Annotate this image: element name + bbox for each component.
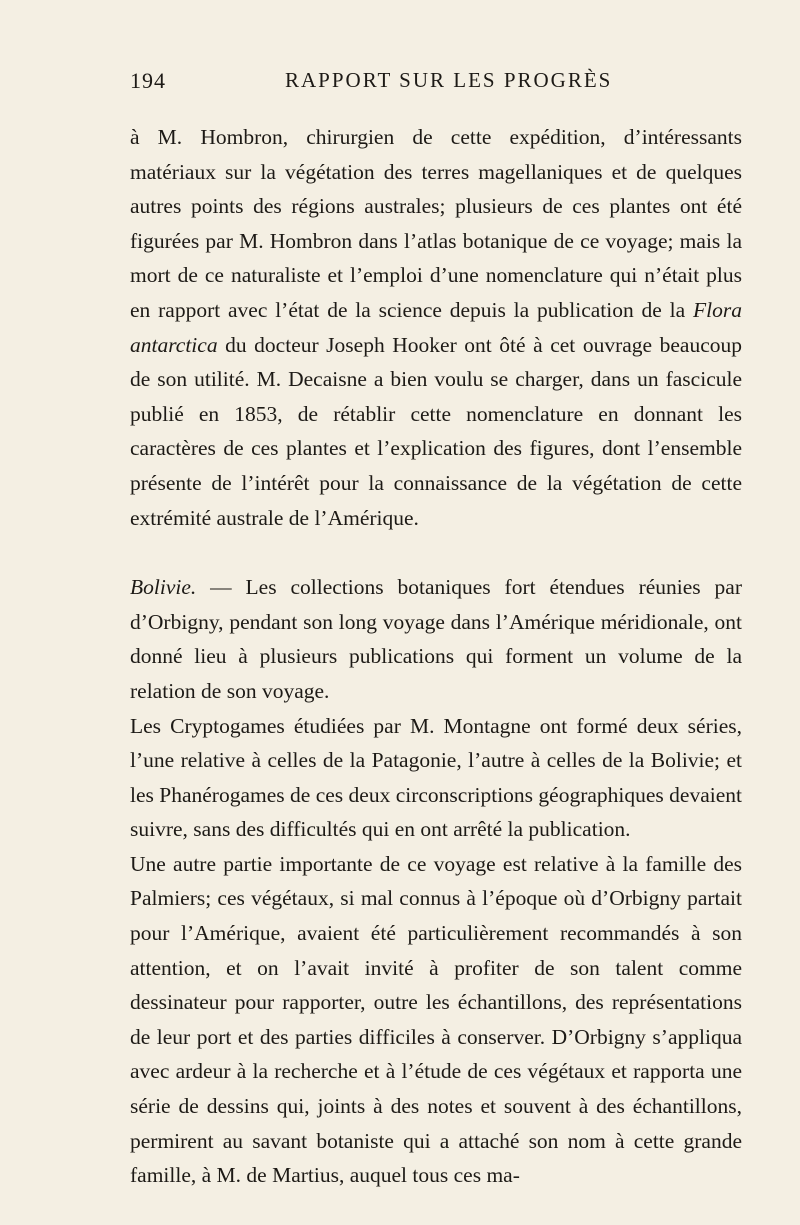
paragraph-cryptogames: Les Cryptogames étudiées par M. Montagne ont formé deux séries, l’une relative à celles de la Patagonie, l’autre à celles de la Bolivie; et les Phanérogames de ces deux circonscriptions géographiques devaient suivre, sans des difficultés qui en ont arrêté la publication. [130,713,742,842]
paragraph-hombron-text-b: du docteur Joseph Hooker ont ôté à cet ouvrage beaucoup de son utilité. M. Decaisne a bien voulu se charger, dans un fascicule publié en 1853, de rétablir cette nomenclature en donnant les caractères de ces plantes et l’explication des figures, dont l’ensemble présente de l’intérêt pour la connaissance de la végétation de cette extrémité australe de l’Amérique. [130,332,742,530]
paragraph-gap [130,535,742,570]
page-number: 194 [130,68,166,93]
running-title: RAPPORT SUR LES PROGRÈS [285,68,613,92]
body-text [130,120,742,1193]
paragraph-bolivie [130,570,742,708]
flora-antarctica-title: Flora antarctica [130,297,742,357]
paragraph-hombron-text-a: à M. Hombron, chirurgien de cette expédition, d’intéressants matériaux sur la végétation des terres magellaniques et de quelques autres points des régions australes; plusieurs de ces plantes ont été figurées par M. Hombron dans l’atlas botanique de ce voyage; mais la mort de ce naturaliste et l’emploi d’une nomenclature qui n’était plus en rapport avec l’état de la science depuis la publication de la [130,125,742,322]
paragraph-palmiers: Une autre partie importante de ce voyage est relative à la famille des Palmiers; ces végétaux, si mal connus à l’époque où d’Orbigny partait pour l’Amérique, avaient été particulièrement recommandés à son attention, et on l’avait invité à profiter de son talent comme dessinateur pour rapporter, outre les échantillons, des représentations de leur port et des parties difficiles à conserver. D’Orbigny s’appliqua avec ardeur à la recherche et à l’étude de ces végétaux et rapporta une série de dessins qui, joints à des notes et souvent à des échantillons, permirent au savant botaniste qui a attaché son nom à cette grande famille, à M. de Martius, auquel tous ces ma- [130,851,742,1188]
paragraph-bolivie-text: — Les collections botaniques fort étendues réunies par d’Orbigny, pendant son long voyage dans l’Amérique méridionale, ont donné lieu à plusieurs publications qui forment un volume de la relation de son voyage. [130,575,742,703]
paragraph-hombron [130,120,742,535]
page-header [130,68,742,104]
section-title-bolivie: Bolivie. [130,575,197,600]
